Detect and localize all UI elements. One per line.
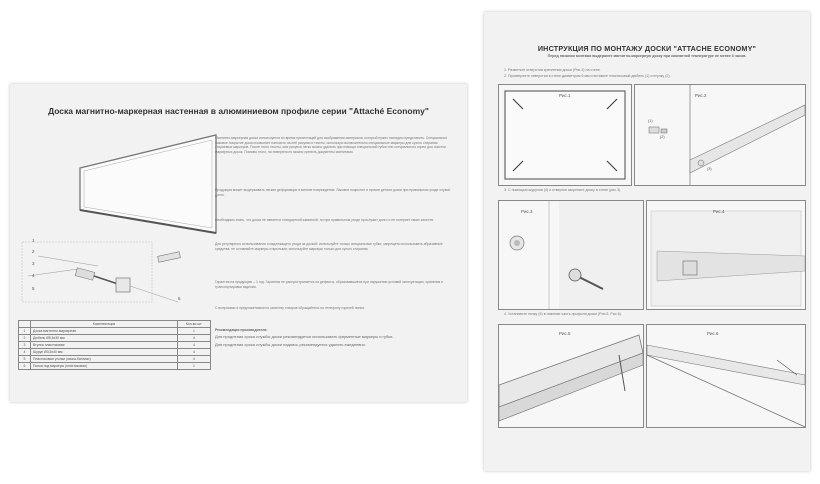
diagram-label: 5 [32,286,35,291]
row-qty: 1 [178,328,211,335]
table-header [19,321,31,328]
parts-table [18,320,211,370]
row-name: Полка под маркеры (пластиковая) [31,363,178,370]
figure-label: Рис.1 [559,93,571,98]
figure-label: Рис.6 [707,331,719,336]
figure-label: Рис.5 [559,331,571,336]
row-name: Втулка пластиковая [31,342,178,349]
row-qty: 4 [178,335,211,342]
description-paragraph: Гарантия на продукцию – 1 год. Гарантия не распространяется на дефекты, образовавшиеся при нарушении условий эксплуатации, хранения и транспортировки изделия. [215,280,444,289]
figure-label: Рис.2 [695,93,707,98]
row-qty: 4 [178,356,211,363]
diagram-label: 4 [32,273,35,278]
description-paragraph: Для регулярного использования и надлежащего ухода за доской: используйте только специальные губки; запрещено использовать абразивные средства; не оставляйте маркеры открытыми; используйте маркеры только для сухого стирания. [215,242,443,251]
instruction-step: 4. Установите полку (6) в нижнюю часть профиля доски (Рис.5, Рис.6). [504,312,622,316]
callout-label: (1) [648,119,653,123]
figure-label: Рис.3 [521,209,533,214]
diagram-label: 6 [178,296,181,301]
row-name: Доска магнитно-маркерная [31,328,178,335]
figure-label: Рис.4 [713,209,725,214]
instruction-step: 1. Разметьте отверстия крепления доски (Рис.1) на стене. [504,68,601,72]
row-name: Шуруп Ø3,5x40 мм [31,349,178,356]
figure-5-drawing [499,325,643,427]
figure-5 [498,324,644,428]
row-number: 5 [19,356,31,363]
row-number: 6 [19,363,31,370]
left-sheet [10,84,467,402]
description-paragraph: Магнитно-маркерная доска используется во время презентаций для изображения материала, который нужно наглядно представить. Специальное лаковое покрытие доски позволяет наносить на неё рисунки и тексты, используя исключительно специальные маркеры для сухого стирания стираемых маркеров. После этого тексты, или рисунки легко можно удалить при помощи специальной губки или специального спрея для очистки маркерных досок. Помимо этого, на поверхность можно крепить документы магнитами. [215,136,448,154]
left-sheet-title: Доска магнитно-маркерная настенная в алюминиевом профиле серии "Attaché Economy" [48,106,429,116]
mounting-drawing [18,236,188,306]
row-name: Дюбель Ø5,5x30 мм [31,335,178,342]
row-qty: 1 [178,363,211,370]
callout-label: (3) [707,167,712,171]
description-paragraph: С вопросами и предложениями по качеству товаров обращайтесь по телефону горячей линии. [215,306,366,310]
board-illustration [18,130,218,235]
table-header-row [19,321,211,328]
board-drawing [18,130,218,235]
table-row [19,328,211,335]
figure-4-drawing [647,201,805,309]
figure-1-drawing [499,85,631,185]
table-row [19,356,211,363]
right-sheet-subtitle: Перед началом монтажа выдержите магнитно-маркерную доску при комнатной температуре не менее 6 часов. [547,54,747,58]
figure-3 [498,200,644,310]
recommendation-item: Для продления срока службы доски надпись рекомендуется удалять ежедневно. [215,342,366,347]
instruction-step: 2. Просверлите отверстия в стене диаметром 6 мм и вставьте пластиковый дюбель (1) и втулку (2). [504,74,671,78]
row-number: 2 [19,335,31,342]
callout-label: (2) [660,135,665,139]
row-name: Пластиковые уголки (пачка-бантики) [31,356,178,363]
description-paragraph: Необходимо знать, что доска не является стандартной каминной, но при правильном уходе прослужит долго и не потеряет своих качеств. [215,218,434,222]
table-row [19,363,211,370]
row-qty: 4 [178,342,211,349]
figure-1 [498,84,632,186]
right-sheet [484,12,810,471]
description-paragraph: Продукция может выдерживать легкие деформации и мелкие повреждения. Лаковое покрытие и прочие детали доски при правильном уходе служат долго. [215,188,451,197]
diagram-label: 3 [32,261,35,266]
table-header: Кол-во шт. [178,321,211,328]
row-qty: 4 [178,349,211,356]
right-sheet-title: ИНСТРУКЦИЯ ПО МОНТАЖУ ДОСКИ "ATTACHE ECONOMY" [537,44,757,53]
row-number: 3 [19,342,31,349]
table-row [19,349,211,356]
table-row [19,335,211,342]
figure-4 [646,200,806,310]
figure-2 [634,84,806,186]
diagram-label: 2 [32,249,35,254]
figure-6-drawing [647,325,805,427]
figure-6 [646,324,806,428]
instruction-step: 3. С помощью шурупов (4) и отвертки закрепите доску в стене (рис.3). [504,188,622,192]
recommendation-item: Для продления срока службы доски рекомендуется использовать фирменные маркеры и губки. [215,334,394,339]
table-header: Комплектация [31,321,178,328]
figure-3-drawing [499,201,643,309]
mounting-detail [18,236,188,306]
diagram-label: 1 [32,238,35,243]
row-number: 1 [19,328,31,335]
table-row [19,342,211,349]
recommendations-heading: Рекомендации производителя: [215,328,268,332]
row-number: 4 [19,349,31,356]
